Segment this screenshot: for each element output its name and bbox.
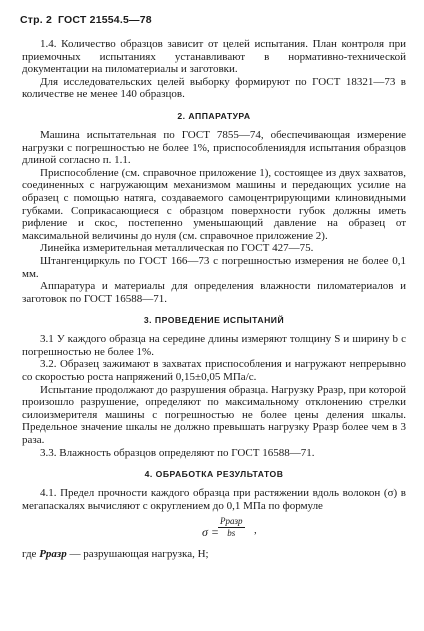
formula-fraction — [218, 516, 245, 539]
legend-text: — разрушающая нагрузка, Н; — [69, 548, 209, 561]
paragraph-1-4: 1.4. Количество образцов зависит от целей испытания. План контроля при приемочных испытаниях устанавливают в нормативно-технической документации на пиломатериалы и заготовки. — [22, 38, 406, 76]
section-3-test-procedure: Испытание продолжают до разрушения образца. Нагрузку Pразр, при которой произошло разрушение, определяют по максимальному отклонению стрелки силоизмерителя машины с погрешностью не более цены деления шкалы. Предельное значение шкалы не должно превышать нагрузку Pразр более чем в 3 раза. — [22, 383, 406, 447]
section-2-humidity-equipment: Аппаратура и материалы для определения влажности пиломатериалов и заготовок по ГОСТ 16588—71. — [22, 280, 406, 305]
section-4-title: 4. ОБРАБОТКА РЕЗУЛЬТАТОВ — [144, 469, 284, 480]
paragraph-1-4-research: Для исследовательских целей выборку формируют по ГОСТ 18321—73 в количестве не менее 140 образцов. — [22, 75, 406, 101]
document-page — [22, 14, 406, 561]
section-2-title: 2. АППАРАТУРА — [177, 110, 251, 121]
section-2-caliper: Штангенциркуль по ГОСТ 166—73 с погрешностью измерения не более 0,1 мм. — [22, 254, 406, 280]
formula-lhs: σ = — [202, 525, 220, 540]
formula-numerator: Pразр — [220, 516, 243, 527]
section-3-2: 3.2. Образец зажимают в захватах приспособления и нагружают непрерывно со скоростью роста напряжений 0,15±0,05 МПа/с. — [22, 358, 406, 384]
formula-denominator: bs — [227, 528, 236, 539]
section-2-machine: Машина испытательная по ГОСТ 7855—74, обеспечивающая измерение нагрузки с погрешностью не более 1%, приспособлениядля испытания образцов длиной согласно п. 1.1. — [22, 128, 406, 167]
section-3-1: 3.1 У каждого образца на середине длины измеряют толщину S и ширину b с погрешностью не более 1%. — [22, 333, 406, 358]
legend-symbol: Pразр — [39, 548, 67, 561]
page-header — [20, 14, 406, 26]
section-2-fixture: Приспособление (см. справочное приложение 1), состоящее из двух захватов, соединенных с нагружающим механизмом машины и передающих усилие на образец с помощью натяга, создаваемого самоцентрирующими клиновидными губками. Соприкасающиеся с образцом поверхности губок должны иметь рифление и скос, постепенно уменьшающий давление на образец от максимальной величины до нуля (см. справочное приложение 2). — [22, 166, 406, 242]
formula-comma: , — [254, 524, 257, 537]
section-3-title: 3. ПРОВЕДЕНИЕ ИСПЫТАНИЙ — [143, 315, 285, 326]
section-3-3: 3.3. Влажность образцов определяют по ГОСТ 16588—71. — [40, 446, 315, 459]
section-4-1: 4.1. Предел прочности каждого образца при растяжении вдоль волокон (σ) в мегапаскалях вычисляют с округлением до 0,1 МПа по формуле — [22, 487, 406, 512]
formula-legend — [22, 548, 406, 561]
legend-prefix: где — [22, 548, 37, 561]
strength-formula — [22, 516, 406, 546]
gost-number: ГОСТ 21554.5—78 — [58, 14, 152, 26]
section-2-ruler: Линейка измерительная металлическая по ГОСТ 427—75. — [40, 242, 314, 255]
page-label: Стр. 2 — [20, 14, 53, 26]
